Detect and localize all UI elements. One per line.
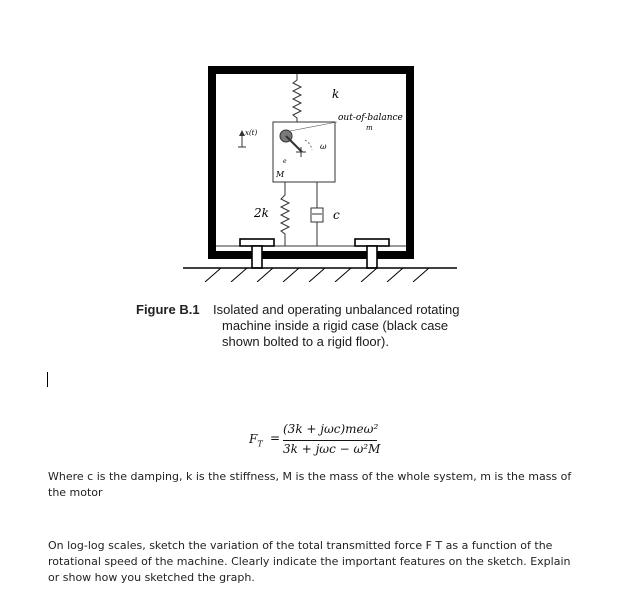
isolated-machine-figure: [175, 60, 465, 282]
rigid-floor: [183, 268, 457, 282]
label-k: k: [332, 87, 340, 101]
equation-denominator: 3k + jωc − ω²M: [283, 442, 381, 456]
equation-lhs-symbol: F: [249, 432, 258, 446]
equation-lhs: [249, 432, 263, 448]
label-M: M: [276, 170, 285, 179]
text-cursor: [47, 372, 48, 387]
label-2k: 2k: [254, 206, 269, 220]
figure-caption-line-3: shown bolted to a rigid floor).: [222, 334, 389, 349]
equation-numerator: (3k + jωc)meω²: [283, 422, 379, 436]
label-e: e: [283, 158, 287, 165]
figure-caption-line-2: machine inside a rigid case (black case: [222, 318, 449, 333]
equation-lhs-subscript: T: [257, 439, 263, 449]
bottom-spring: [281, 182, 289, 246]
damper: [311, 182, 323, 246]
label-m: m: [366, 124, 373, 132]
question-paragraph: On log-log scales, sketch the variation of the total transmitted force F T as a function of the rotational speed of the machine. Clearly indicate the important features on the sketch. Explain or show how you sketched the graph.: [48, 539, 571, 584]
label-x-t: x(t): [245, 129, 258, 137]
equation-equals: =: [270, 431, 281, 445]
label-omega: ω: [320, 142, 327, 151]
label-c: c: [333, 208, 340, 222]
equation-fraction-bar: [283, 440, 377, 441]
figure-caption-label: Figure B.1: [136, 302, 200, 317]
top-spring: [293, 74, 301, 122]
figure-caption-line-1: Isolated and operating unbalanced rotating: [213, 302, 460, 317]
definitions-paragraph: Where c is the damping, k is the stiffness, M is the mass of the whole system, m is the mass of the motor: [48, 470, 572, 499]
label-out-of-balance: out-of-balance: [338, 113, 403, 123]
